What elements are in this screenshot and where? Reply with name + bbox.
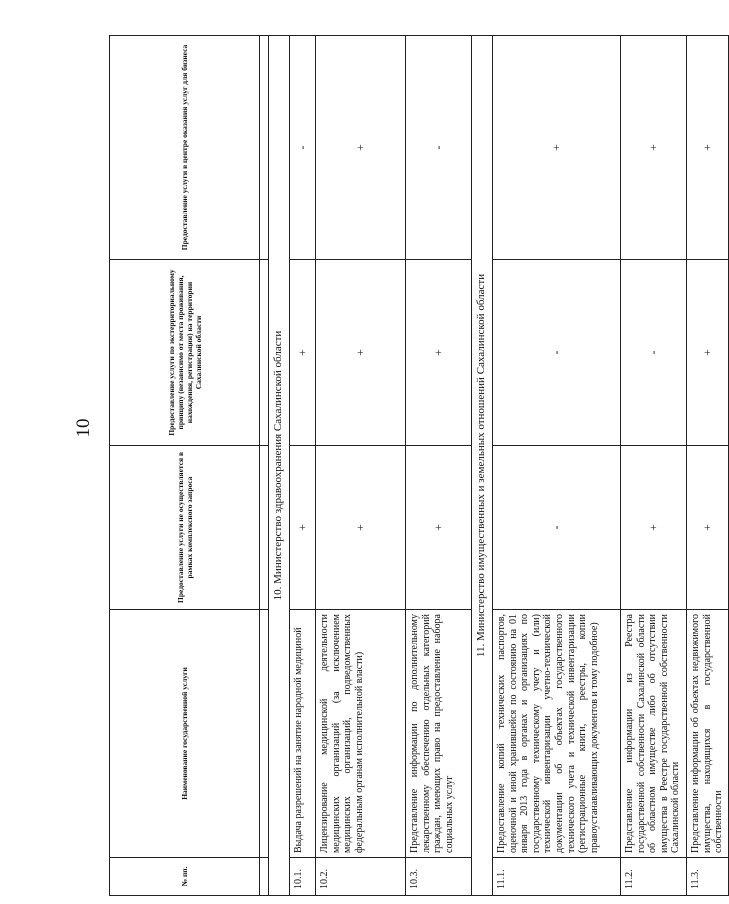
row-business-center: + (621, 36, 687, 260)
header-complex-request: Предоставление услуги не осуществляется в рамках комплексного запроса (110, 446, 260, 610)
section-row (472, 36, 493, 896)
section-row (269, 36, 290, 896)
row-extraterritorial: + (290, 260, 316, 446)
row-complex-request: + (290, 446, 316, 610)
row-service-name: Представление информации по дополнительному лекарственному обеспечению отдельных категорий граждан, имеющих право на предоставление набора социальных услуг (406, 610, 472, 858)
table-header-row (110, 36, 260, 896)
row-extraterritorial: - (621, 260, 687, 446)
header-extraterritorial: Предоставление услуги по экстерриториальному принципу (независимо от места проживания, нахождения, регистрации) на территории Сахалинской области (110, 260, 260, 446)
row-service-name: Предоставление копий технических паспортов, оценочной и иной хранившейся по состоянию на 01 января 2013 года в органах и организациях по государственному техническому учету и (или) технической инвентаризации учетно-технической документации об объектах государственного технического учета и технической инвентаризации (регистрационные книги, реестры, копии правоустанавливающих документов и тому подобное) (493, 610, 621, 858)
row-number: 10.1. (290, 858, 316, 896)
row-extraterritorial: + (316, 260, 406, 446)
row-business-center: + (493, 36, 621, 260)
row-complex-request: - (493, 446, 621, 610)
row-service-name: Представление информации об объектах недвижимого имущества, находящихся в государственной собственности (687, 610, 729, 858)
header-number: № пп. (110, 858, 260, 896)
row-service-name: Выдача разрешений на занятие народной медициной (290, 610, 316, 858)
row-number: 11.2. (621, 858, 687, 896)
row-complex-request: + (687, 446, 729, 610)
table-row (493, 36, 621, 896)
header-business-center: Предоставление услуги в центре оказания услуг для бизнеса (110, 36, 260, 260)
rotated-table-wrapper (109, 36, 725, 896)
row-number: 10.2. (316, 858, 406, 896)
header-service-name: Наименование государственной услуги (110, 610, 260, 858)
section-title: 11. Министерство имущественных и земельных отношений Сахалинской области (472, 36, 493, 896)
row-complex-request: + (621, 446, 687, 610)
row-complex-request: + (406, 446, 472, 610)
row-extraterritorial: + (406, 260, 472, 446)
spacer-row (260, 36, 269, 896)
services-table (109, 35, 729, 896)
table-row (687, 36, 729, 896)
page-number: 10 (73, 418, 94, 438)
row-number: 11.1. (493, 858, 621, 896)
row-business-center: - (290, 36, 316, 260)
row-complex-request: + (316, 446, 406, 610)
row-number: 10.3. (406, 858, 472, 896)
row-business-center: - (406, 36, 472, 260)
row-extraterritorial: - (493, 260, 621, 446)
row-extraterritorial: + (687, 260, 729, 446)
row-business-center: + (687, 36, 729, 260)
table-row (621, 36, 687, 896)
section-title: 10. Министерство здравоохранения Сахалинской области (269, 36, 290, 896)
row-service-name: Представление информации из Реестра государственной собственности Сахалинской области об областном имуществе либо об отсутствии имущества в Реестре государственной собственности Сахалинской области (621, 610, 687, 858)
row-number: 11.3. (687, 858, 729, 896)
row-business-center: + (316, 36, 406, 260)
table-row (406, 36, 472, 896)
table-row (290, 36, 316, 896)
row-service-name: Лицензирование медицинской деятельности медицинских организаций (за исключением медицинских организаций, подведомственных федеральным органам исполнительной власти) (316, 610, 406, 858)
table-row (316, 36, 406, 896)
